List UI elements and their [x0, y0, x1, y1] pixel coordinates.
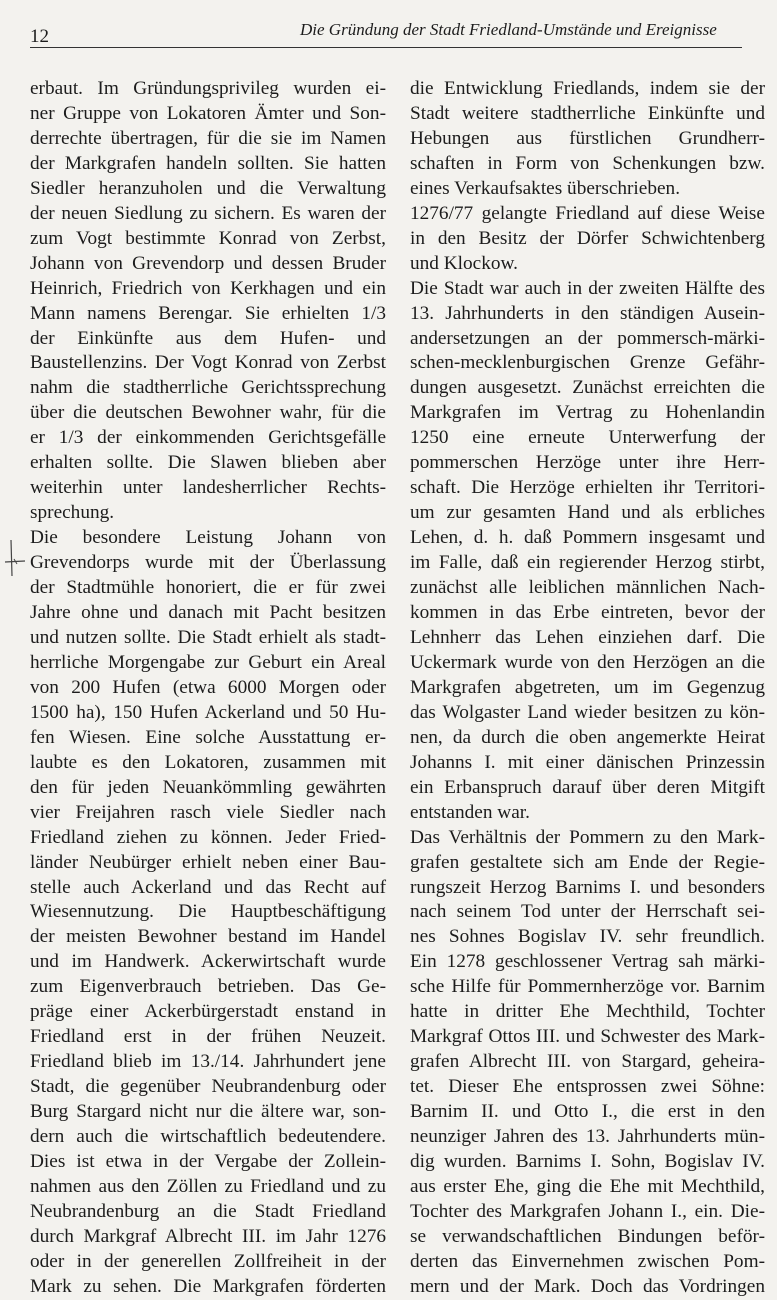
text-line: Die besondere Leistung Johann von [30, 527, 386, 549]
text-line: fen Wiesen. Eine solche Ausstattung er- [30, 726, 386, 748]
text-line: um zur gesamten Hand und als erbliches [410, 502, 765, 524]
text-line: Ein 1278 geschlossener Vertrag sah märki- [410, 951, 765, 973]
text-line: pommerschen Herzöge unter ihre Herr- [410, 452, 765, 474]
text-line: zum Vogt bestimmte Konrad von Zerbst, [30, 227, 386, 249]
text-line: Burg Stargard nicht nur die ältere war, son- [30, 1101, 386, 1123]
text-line: 1250 eine erneute Unterwerfung der [410, 427, 765, 449]
text-line: se verwandschaftlichen Bindungen beför- [410, 1225, 765, 1247]
text-line: die Entwicklung Friedlands, indem sie der [410, 78, 765, 99]
text-line: das Wolgaster Land wieder besitzen zu kön- [410, 701, 765, 723]
text-line: der Einkünfte aus dem Hufen- und [30, 327, 386, 349]
text-line: Grevendorps wurde mit der Überlassung [30, 552, 386, 574]
text-line: Jahre ohne und danach mit Pacht besitzen [30, 602, 386, 624]
text-line: er 1/3 der einkommenden Gerichtsgefälle [30, 427, 386, 449]
text-line: nahm die stadtherrliche Gerichtssprechung [30, 377, 386, 399]
text-line: der Stadtmühle honoriert, die er für zwei [30, 577, 386, 599]
text-line: im Falle, daß ein regierender Herzog stirbt, [410, 552, 765, 574]
text-line: und Klockow. [410, 252, 518, 274]
text-line: nen, da durch die oben angemerkte Heirat [410, 726, 765, 748]
text-line: Friedland ziehen zu können. Jeder Fried- [30, 826, 386, 848]
text-line: 1276/77 gelangte Friedland auf diese Weise [410, 202, 765, 224]
text-line: Heinrich, Friedrich von Kerkhagen und ein [30, 277, 386, 299]
text-line: schen-mecklenburgischen Grenze Gefähr- [410, 352, 765, 374]
text-line: vier Freijahren rasch viele Siedler nach [30, 801, 386, 823]
text-line: Die Stadt war auch in der zweiten Hälfte des [410, 277, 765, 299]
text-line: präge einer Ackerbürgerstadt enstand in [30, 1001, 386, 1023]
text-line: ein Erbanspruch darauf über deren Mitgift [410, 776, 765, 798]
text-line: über die deutschen Bewohner wahr, für die [30, 402, 386, 424]
text-line: Markgrafen im Vertrag zu Hohenlandin [410, 402, 765, 424]
text-line: stelle auch Ackerland und das Recht auf [30, 876, 386, 898]
text-column-left [30, 77, 386, 1300]
text-line: erhalten sollte. Die Slawen blieben aber [30, 452, 386, 474]
text-line: und nutzen sollte. Die Stadt erhielt als stadt- [30, 626, 386, 648]
text-line: schaften in Form von Schenkungen bzw. [410, 152, 765, 174]
text-line: eines Verkaufsaktes überschrieben. [410, 177, 681, 199]
text-line: tet. Dieser Ehe entsprossen zwei Söhne: [410, 1076, 765, 1098]
text-line: Mark zu sehen. Die Markgrafen förderten [30, 1275, 386, 1297]
text-line: der meisten Bewohner bestand im Handel [30, 926, 386, 948]
text-line: und im Handwerk. Ackerwirtschaft wurde [30, 951, 386, 973]
text-line: der neuen Siedlung zu sichern. Es waren der [30, 202, 386, 224]
text-line: dig wurden. Barnims I. Sohn, Bogislav IV. [410, 1150, 765, 1172]
text-line: aus erster Ehe, ging die Ehe mit Mechthild, [410, 1175, 765, 1197]
text-line: weiterhin unter landesherrlicher Rechts- [30, 477, 386, 499]
text-line: Baustellenzins. Der Vogt Konrad von Zerbst [30, 352, 386, 374]
text-line: nahmen aus den Zöllen zu Friedland und zu [30, 1175, 386, 1197]
text-line: nach seinem Tod unter der Herrschaft sei- [410, 901, 765, 923]
text-line: laubte es den Lokatoren, zusammen mit [30, 751, 386, 773]
text-line: sche Hilfe für Pommernherzöge vor. Barnim [410, 976, 765, 998]
text-line: in den Besitz der Dörfer Schwichtenberg [410, 227, 765, 249]
text-line: kommen in das Erbe eintreten, bevor der [410, 602, 765, 624]
text-line: der Markgrafen handeln sollten. Sie hatten [30, 152, 386, 174]
text-line: von 200 Hufen (etwa 6000 Morgen oder [30, 676, 386, 698]
text-line: grafen gestaltete sich am Ende der Regie- [410, 851, 765, 873]
text-line: nes Sohnes Bogislav IV. sehr freundlich. [410, 926, 765, 948]
text-line: Hebungen aus fürstlichen Grundherr- [410, 127, 765, 149]
text-line: hatte in dritter Ehe Mechthild, Tochter [410, 1001, 765, 1023]
text-line: Markgrafen abgetreten, um im Gegenzug [410, 676, 765, 698]
text-line: derrechte übertragen, für die sie im Namen [30, 127, 386, 149]
text-line: Stadt, die gegenüber Neubrandenburg oder [30, 1076, 386, 1098]
text-line: Dies ist etwa in der Vergabe der Zollein- [30, 1150, 386, 1172]
text-line: Markgraf Ottos III. und Schwester des Mark- [410, 1026, 765, 1048]
text-line: durch Markgraf Albrecht III. im Jahr 1276 [30, 1225, 386, 1247]
text-line: Uckermark wurde von den Herzögen an die [410, 651, 765, 673]
text-line: herrliche Morgengabe zur Geburt ein Areal [30, 651, 386, 673]
running-head: Die Gründung der Stadt Friedland-Umstände und Ereignisse [300, 20, 717, 39]
text-line: Johanns I. mit einer dänischen Prinzessin [410, 751, 765, 773]
text-line: Lehnherr das Lehen einziehen darf. Die [410, 626, 765, 648]
text-line: grafen Albrecht III. von Stargard, geheira- [410, 1051, 765, 1073]
text-line: sprechung. [30, 502, 115, 524]
text-line: Barnim II. und Otto I., die erst in den [410, 1101, 765, 1123]
text-line: Tochter des Markgrafen Johann I., ein. Die- [410, 1200, 765, 1222]
text-column-right [410, 77, 765, 1300]
text-line: dungen ausgesetzt. Zunächst erreichten die [410, 377, 765, 399]
text-line: 13. Jahrhunderts in den ständigen Ausein- [410, 302, 765, 324]
margin-annotation-mark [4, 538, 26, 578]
text-line: ner Gruppe von Lokatoren Ämter und Son- [30, 102, 386, 124]
text-line: Neubrandenburg an die Stadt Friedland [30, 1200, 386, 1222]
text-line: entstanden war. [410, 801, 530, 823]
text-line: rungszeit Herzog Barnims I. und besonders [410, 876, 765, 898]
header-rule [30, 47, 742, 48]
text-line: dern auch die wirtschaftlich bedeutendere. [30, 1126, 386, 1148]
text-line: Johann von Grevendorp und dessen Bruder [30, 252, 386, 274]
text-line: derten das Einvernehmen zwischen Pom- [410, 1250, 765, 1272]
text-line: zum Eigenverbrauch betrieben. Das Ge- [30, 976, 386, 998]
text-line: den für jeden Neuankömmling gewährten [30, 776, 386, 798]
text-line: 1500 ha), 150 Hufen Ackerland und 50 Hu- [30, 701, 386, 723]
text-line: Lehen, d. h. daß Pommern insgesamt und [410, 527, 765, 549]
text-line: Siedler heranzuholen und die Verwaltung [30, 177, 386, 199]
text-line: Das Verhältnis der Pommern zu den Mark- [410, 826, 765, 848]
text-line: schaft. Die Herzöge erhielten ihr Territori- [410, 477, 765, 499]
text-line: mern und der Mark. Doch das Vordringen [410, 1275, 765, 1297]
text-line: Friedland erst in der frühen Neuzeit. [30, 1026, 386, 1048]
text-line: zunächst alle leiblichen männlichen Nach- [410, 577, 765, 599]
text-line: andersetzungen an der pommersch-märki- [410, 327, 765, 349]
text-line: länder Neubürger erhielt neben einer Bau- [30, 851, 386, 873]
text-line: Stadt weitere stadtherrliche Einkünfte und [410, 102, 765, 124]
page-number: 12 [30, 26, 49, 47]
text-line: Mann namens Berengar. Sie erhielten 1/3 [30, 302, 386, 324]
text-line: Friedland blieb im 13./14. Jahrhundert jene [30, 1051, 386, 1073]
text-line: neunziger Jahren des 13. Jahrhunderts mün- [410, 1126, 765, 1148]
text-line: oder in der generellen Zollfreiheit in der [30, 1250, 386, 1272]
text-line: erbaut. Im Gründungsprivileg wurden ei- [30, 78, 386, 99]
text-line: Wiesennutzung. Die Hauptbeschäftigung [30, 901, 386, 923]
